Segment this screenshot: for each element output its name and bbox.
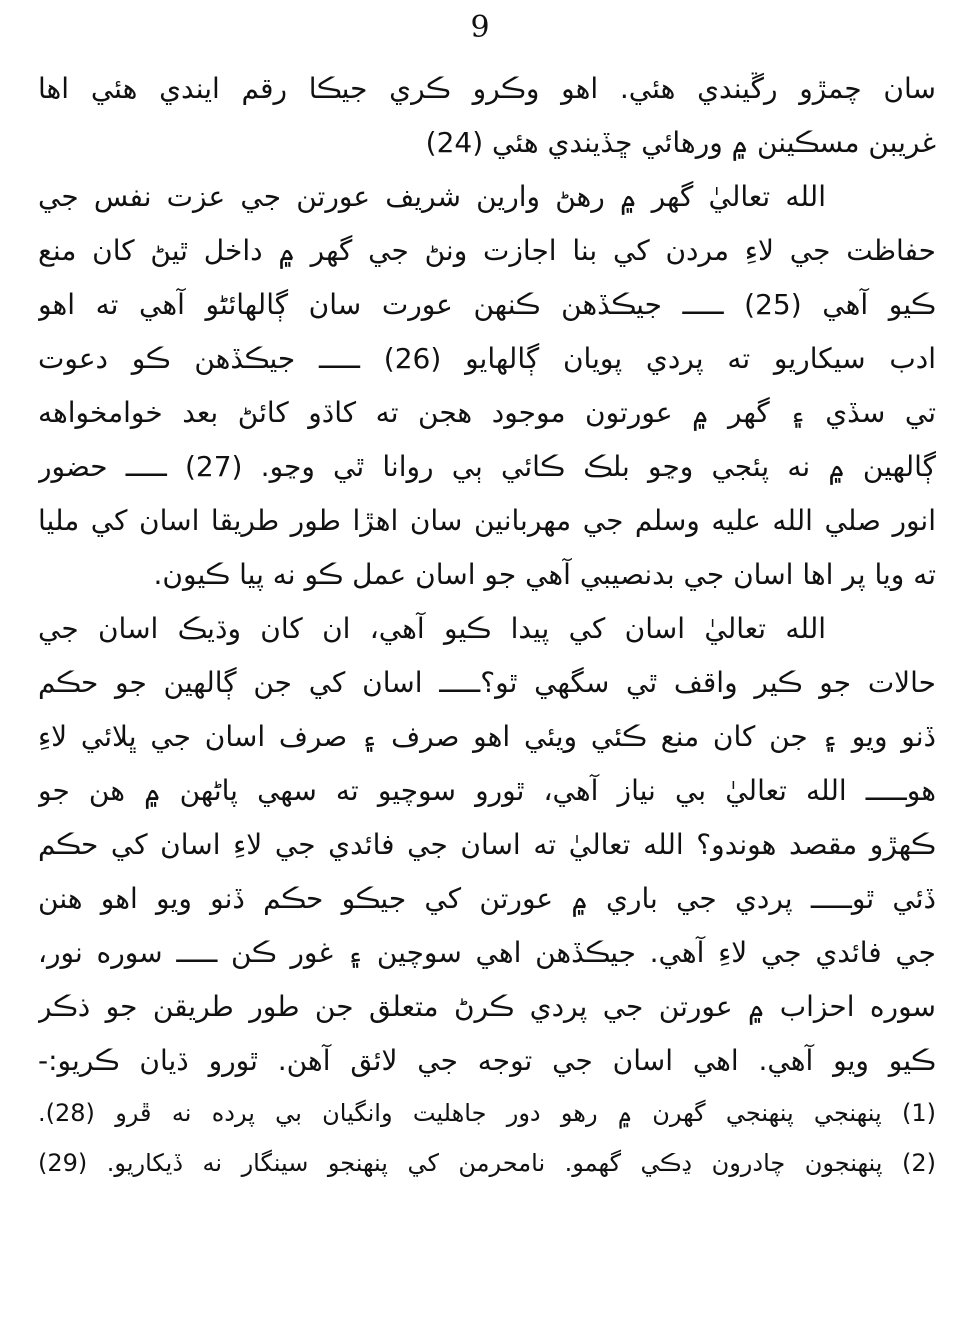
text-line: جي فائدي جي لاءِ آهي. جيڪڏهن اهي سوچين ۽ غور ڪن ـــــ سوره نور،	[38, 936, 936, 969]
text-line: سان چمڙو رڱيندي هئي. اهو وڪرو ڪري جيڪا رقم ايندي هئي اها	[38, 72, 936, 105]
text-line: انور صلي الله عليه وسلم جي مهربانين سان اهڙا طور طريقا اسان کي مليا	[38, 504, 936, 537]
text-line: ڪهڙو مقصد هوندو؟ الله تعاليٰ ته اسان جي فائدي جي لاءِ اسان کي حڪم	[38, 828, 936, 861]
text-line: ڪيو ويو آهي. اهي اسان جي توجه جي لائق آهن. ٿورو ڌيان ڪريو:-	[38, 1044, 936, 1077]
text-line: ادب سيکاريو ته پردي پويان ڳالهايو (26) ـــــ جيڪڏهن ڪو دعوت	[38, 342, 936, 375]
page-number: 9	[470, 10, 490, 45]
text-body	[38, 62, 936, 1188]
text-line: الله تعاليٰ اسان کي پيدا ڪيو آهي، ان کان وڌيڪ اسان جي	[38, 612, 826, 645]
text-line: ڏنو ويو ۽ جن کان منع ڪئي ويئي اهو صرف ۽ صرف اسان جي ڀلائي لاءِ	[38, 720, 936, 753]
text-line: غريبن مسڪينن ۾ ورهائي ڇڏيندي هئي (24)	[425, 126, 936, 159]
list-item: (2) پنهنجون چادرون ڍڪي گهمو. نامحرمن کي پنهنجو سينگار نه ڏيکاريو. (29)	[38, 1149, 936, 1177]
text-line: ته ويا پر اها اسان جي بدنصيبي آهي جو اسان عمل ڪو نه پيا ڪيون.	[153, 558, 936, 591]
text-line: هوـــــ الله تعاليٰ بي نياز آهي، ٿورو سوچيو ته سهي پاڻهن ۾ هن جو	[38, 774, 936, 807]
list-item: (1) پنهنجي پنهنجي گهرن ۾ رهو دور جاهليت وانگيان بي پرده نه ڦرو (28).	[38, 1099, 936, 1127]
text-line: حالات جو ڪير واقف ٿي سگهي ٿو؟ـــــ اسان کي جن ڳالهين جو حڪم	[38, 666, 936, 699]
text-line: ڪيو آهي (25) ـــــ جيڪڏهن ڪنهن عورت سان ڳالهائڻو آهي ته اهو	[38, 288, 936, 321]
text-line: الله تعاليٰ گهر ۾ رهڻ وارين شريف عورتن جي عزت نفس جي	[38, 180, 826, 213]
text-line: ڳالهين ۾ نه پئجي وڃو بلڪ ڪائي ٻي روانا ٿي وڃو. (27) ـــــ حضور	[38, 450, 936, 483]
text-line: تي سڏي ۽ گهر ۾ عورتون موجود هجن ته کاڌو کائڻ بعد خوامخواهه	[38, 396, 936, 429]
text-line: ڏئي ٿوـــــ پردي جي باري ۾ عورتن کي جيڪو حڪم ڏنو ويو اهو هنن	[38, 882, 936, 915]
text-line: حفاظت جي لاءِ مردن کي بنا اجازت ونڻ جي گهر ۾ داخل ٿيڻ کان منع	[38, 234, 936, 267]
text-line: سوره احزاب ۾ عورتن جي پردي ڪرڻ متعلق جن طور طريقن جو ذڪر	[38, 990, 936, 1023]
